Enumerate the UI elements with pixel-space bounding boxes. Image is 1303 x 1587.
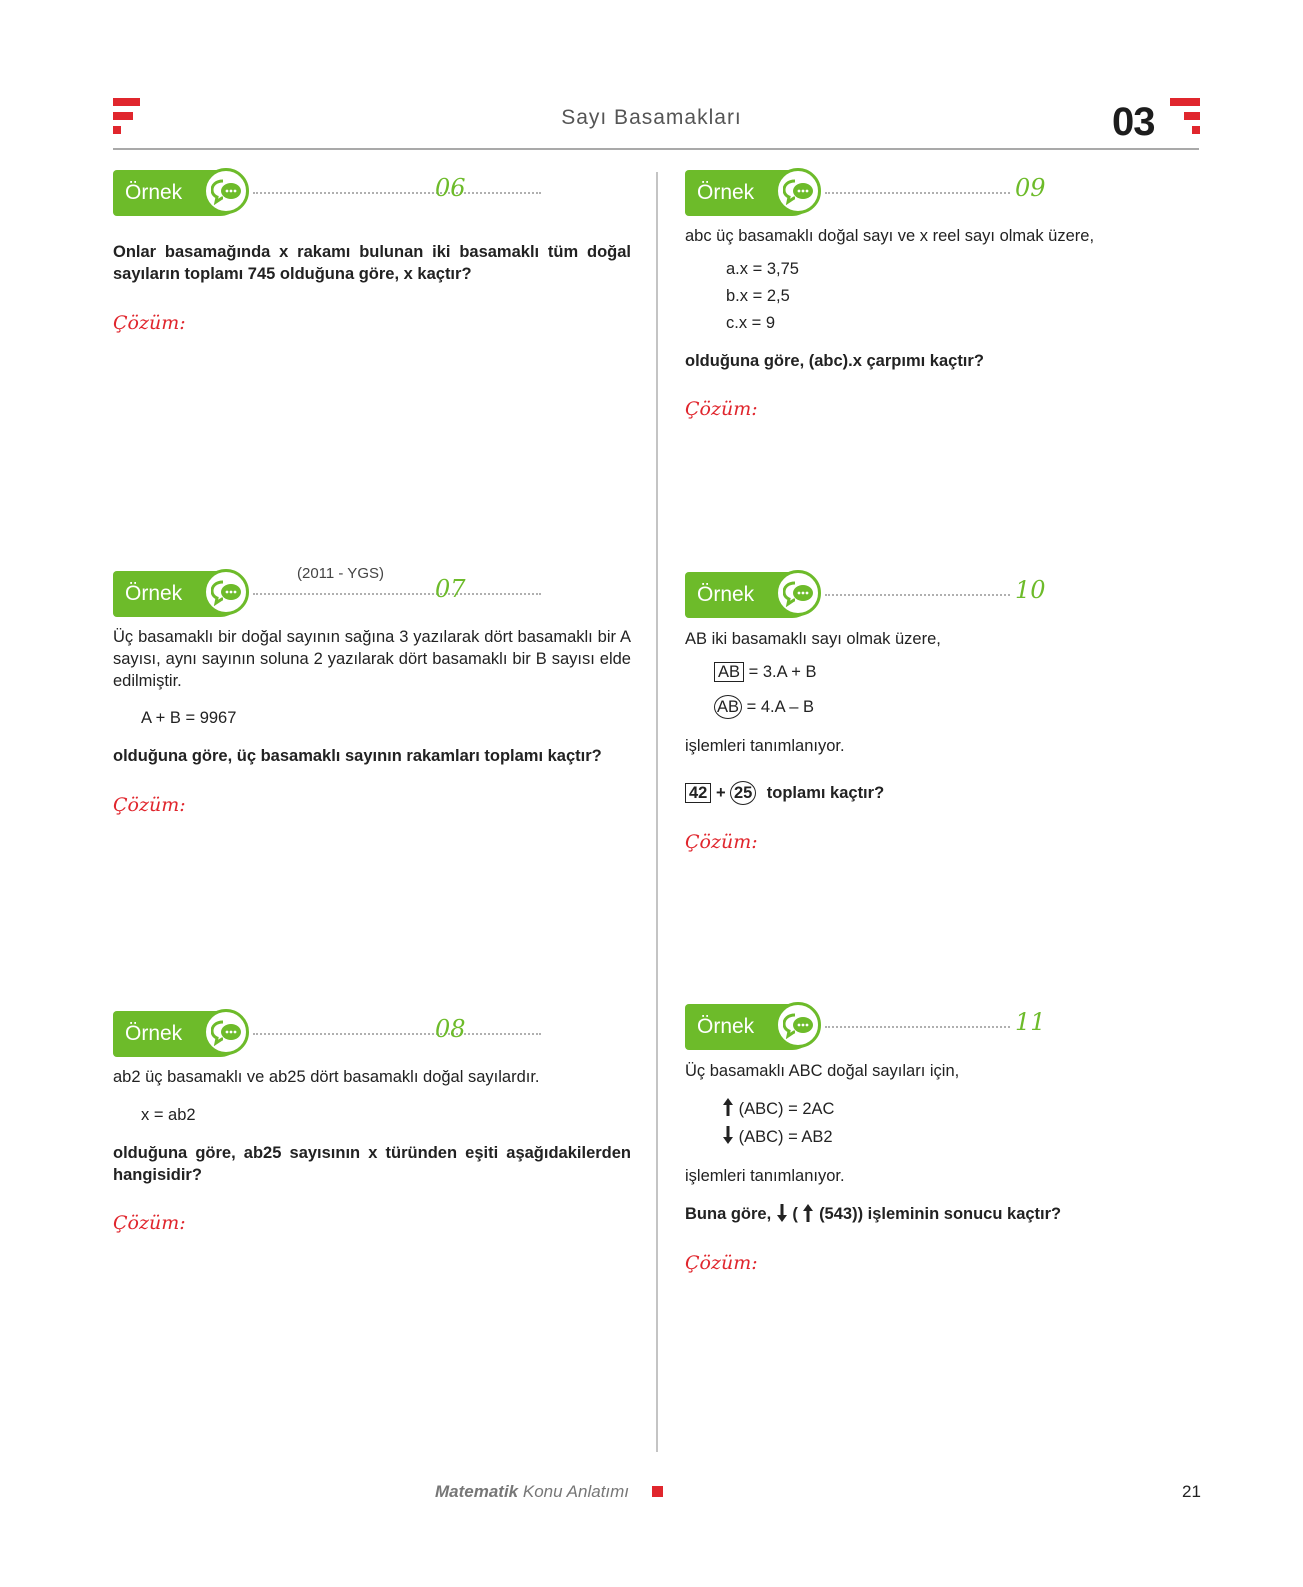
dotted-leader [253, 1033, 541, 1035]
solution-label: Çözüm: [113, 794, 186, 816]
example-08-text: ab2 üç basamaklı ve ab25 dört basamaklı doğal sayılardır. [113, 1068, 540, 1086]
footer-subtitle: Konu Anlatımı [522, 1482, 630, 1501]
example-number: 06 [435, 174, 466, 202]
up-definition: (ABC) = 2AC [738, 1100, 835, 1118]
speech-bubble-icon [203, 168, 249, 214]
circle-operator: AB [714, 695, 742, 719]
footer-title [435, 1482, 629, 1502]
example-07-equation: A + B = 9967 [141, 709, 237, 727]
solution-label: Çözüm: [113, 312, 186, 334]
question-start: Buna göre, [685, 1205, 772, 1223]
example-label: Örnek [125, 181, 183, 204]
solution-label: Çözüm: [113, 1212, 186, 1234]
arrow-up-icon [802, 1204, 814, 1222]
example-11-def-down [722, 1126, 833, 1148]
dotted-leader [825, 192, 1010, 194]
footer-brand: Matematik [435, 1482, 519, 1501]
example-09-equation-b: b.x = 2,5 [726, 287, 790, 305]
example-08-question: olduğuna göre, ab25 sayısının x türünden eşiti aşağıdakilerden hangisidir? [113, 1144, 631, 1184]
example-06-question: Onlar basamağında x rakamı bulunan iki basamaklı tüm doğal sayıların toplamı 745 olduğuna göre, x kaçtır? [113, 243, 631, 283]
dotted-leader [825, 1026, 1010, 1028]
chapter-number: 03 [1112, 100, 1155, 144]
example-10-question [685, 781, 884, 805]
example-09-equation-c: c.x = 9 [726, 314, 776, 332]
example-08-equation: x = ab2 [141, 1106, 196, 1124]
page-number: 21 [1182, 1482, 1201, 1501]
arrow-up-icon [722, 1098, 734, 1116]
example-number: 09 [1015, 174, 1046, 202]
dotted-leader [825, 594, 1010, 596]
header-divider [113, 148, 1199, 150]
speech-bubble-icon [775, 570, 821, 616]
example-09-text: abc üç basamaklı doğal sayı ve x reel sayı olmak üzere, [685, 227, 1095, 245]
example-number: 07 [435, 575, 466, 603]
question-rest: (543)) işleminin sonucu kaçtır? [819, 1205, 1062, 1223]
dotted-leader [253, 593, 541, 595]
box-definition: = 3.A + B [748, 663, 817, 681]
example-11-note: işlemleri tanımlanıyor. [685, 1167, 845, 1185]
example-label: Örnek [697, 583, 755, 606]
box-operator: AB [714, 662, 744, 682]
example-07-text: Üç basamaklı bir doğal sayının sağına 3 yazılarak dört basamaklı bir A sayısı, aynı sayının soluna 2 yazılarak dört basamaklı bir B sayısı elde edilmiştir. [113, 628, 631, 690]
speech-bubble-icon [203, 569, 249, 615]
example-label: Örnek [697, 181, 755, 204]
speech-bubble-icon [775, 1002, 821, 1048]
example-09-question: olduğuna göre, (abc).x çarpımı kaçtır? [685, 352, 984, 370]
example-11-text: Üç basamaklı ABC doğal sayıları için, [685, 1062, 960, 1080]
example-badge-09 [685, 168, 1205, 218]
example-badge-06 [113, 168, 633, 218]
example-badge-07 [113, 565, 633, 619]
speech-bubble-icon [203, 1009, 249, 1055]
solution-label: Çözüm: [685, 398, 758, 420]
example-10-note: işlemleri tanımlanıyor. [685, 737, 845, 755]
example-09-equation-a: a.x = 3,75 [726, 260, 799, 278]
arrow-down-icon [722, 1126, 734, 1144]
dotted-leader [253, 192, 541, 194]
speech-bubble-icon [775, 168, 821, 214]
footer-square-icon [652, 1486, 663, 1497]
example-10-text: AB iki basamaklı sayı olmak üzere, [685, 630, 941, 648]
example-badge-10 [685, 570, 1205, 620]
example-badge-08 [113, 1009, 633, 1059]
example-10-def-box [714, 661, 817, 683]
exam-source: (2011 - YGS) [297, 565, 384, 582]
example-number: 08 [435, 1015, 466, 1043]
column-divider [656, 172, 658, 1452]
plus-sign: + [715, 784, 726, 802]
circle-definition: = 4.A – B [746, 698, 815, 716]
example-number: 10 [1015, 576, 1046, 604]
box-operand: 42 [685, 783, 711, 803]
down-definition: (ABC) = AB2 [738, 1128, 833, 1146]
circle-operand: 25 [730, 781, 756, 805]
example-label: Örnek [125, 1022, 183, 1045]
brand-logo-right [1170, 98, 1200, 138]
example-11-question [685, 1203, 1061, 1225]
page-header-title: Sayı Basamakları [561, 106, 742, 129]
arrow-down-icon [776, 1204, 788, 1222]
example-10-def-circle [714, 695, 814, 719]
open-paren: ( [792, 1205, 798, 1223]
solution-label: Çözüm: [685, 1252, 758, 1274]
question-rest: toplamı kaçtır? [766, 784, 885, 802]
example-label: Örnek [697, 1015, 755, 1038]
example-badge-11 [685, 1002, 1205, 1052]
example-07-question: olduğuna göre, üç basamaklı sayının rakamları toplamı kaçtır? [113, 747, 602, 765]
example-number: 11 [1015, 1008, 1046, 1036]
example-11-def-up [722, 1098, 834, 1120]
solution-label: Çözüm: [685, 831, 758, 853]
example-label: Örnek [125, 582, 183, 605]
